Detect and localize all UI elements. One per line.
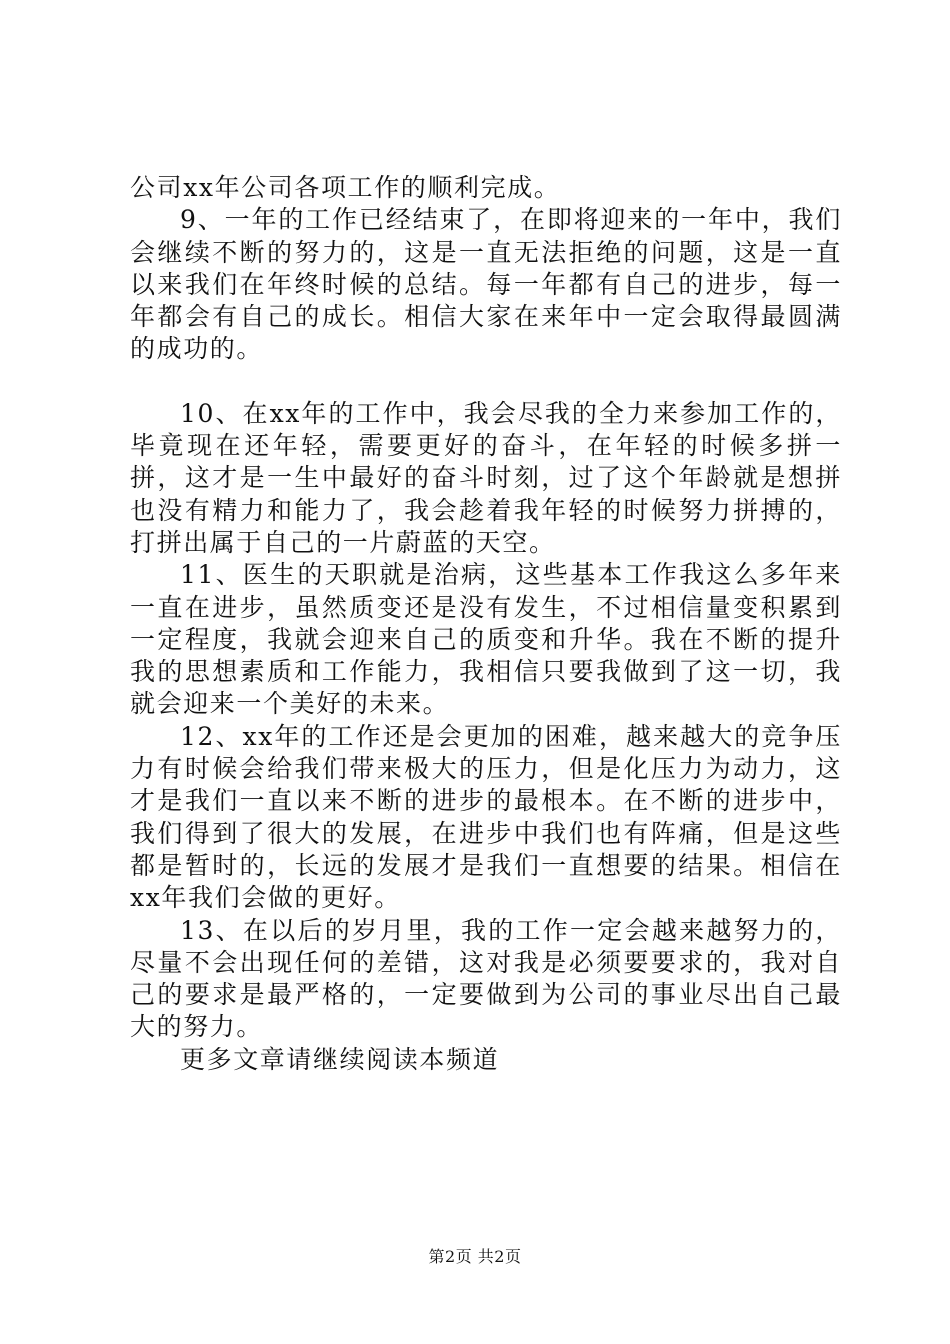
paragraph-continuation: 公司xx年公司各项工作的顺利完成。 <box>130 173 561 202</box>
paragraph-item-9: 9、一年的工作已经结束了，在即将迎来的一年中，我们会继续不断的努力的，这是一直无法拒绝的问题，这是一直以来我们在年终时候的总结。每一年都有自己的进步，每一年都会有自己的成长。相信大家在来年中一定会取得最圆满的成功的。 <box>130 205 842 364</box>
paragraph-item-10: 10、在xx年的工作中，我会尽我的全力来参加工作的，毕竟现在还年轻，需要更好的奋斗，在年轻的时候多拼一拼，这才是一生中最好的奋斗时刻，过了这个年龄就是想拼也没有精力和能力了，我会趁着我年轻的时候努力拼搏的，打拼出属于自己的一片蔚蓝的天空。 <box>130 398 842 557</box>
paragraph-item-13: 13、在以后的岁月里，我的工作一定会越来越努力的，尽量不会出现任何的差错，这对我是必须要要求的，我对自己的要求是最严格的，一定要做到为公司的事业尽出自己最大的努力。 <box>130 915 842 1042</box>
paragraph-more-articles: 更多文章请继续阅读本频道 <box>180 1044 500 1074</box>
paragraph-item-11: 11、医生的天职就是治病，这些基本工作我这么多年来一直在进步，虽然质变还是没有发生，不过相信量变积累到一定程度，我就会迎来自己的质变和升华。我在不断的提升我的思想素质和工作能力，我相信只要我做到了这一切，我就会迎来一个美好的未来。 <box>130 560 842 719</box>
paragraph-item-12: 12、xx年的工作还是会更加的困难，越来越大的竞争压力有时候会给我们带来极大的压力，但是化压力为动力，这才是我们一直以来不断的进步的最根本。在不断的进步中，我们得到了很大的发展，在进步中我们也有阵痛，但是这些都是暂时的，长远的发展才是我们一直想要的结果。相信在xx年我们会做的更好。 <box>130 721 842 913</box>
document-body <box>130 172 842 1076</box>
page-number-footer: 第2页 共2页 <box>428 1247 522 1266</box>
